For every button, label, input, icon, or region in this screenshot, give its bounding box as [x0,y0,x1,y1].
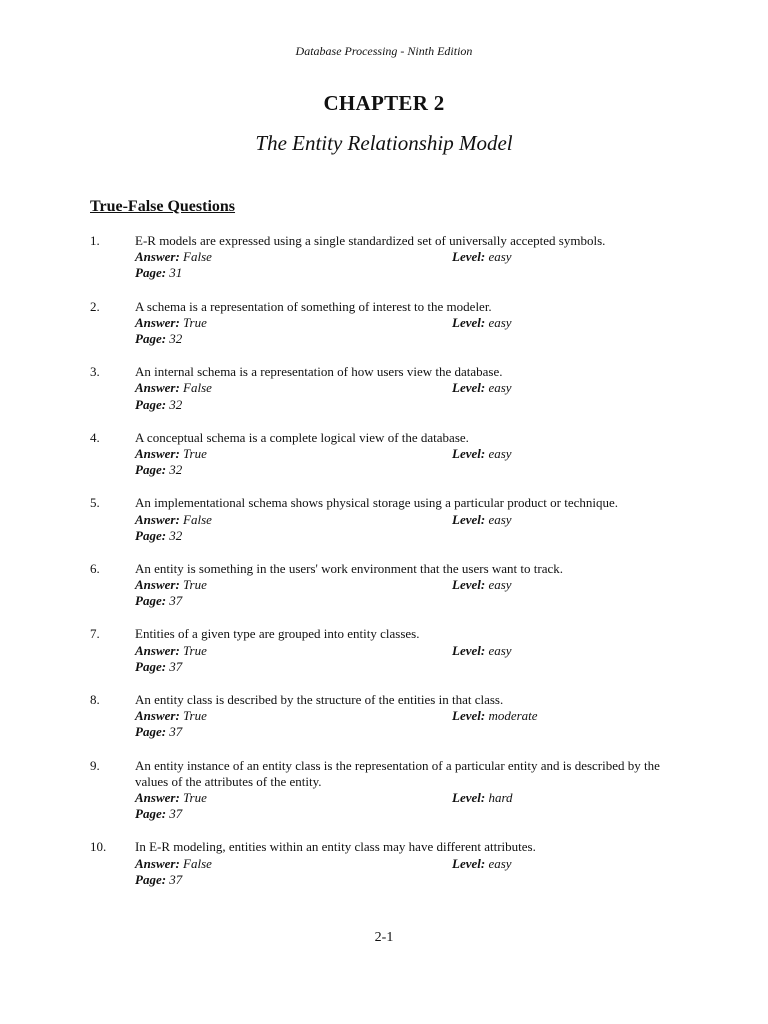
section-heading: True-False Questions [90,198,236,215]
question-text: An entity class is described by the structure of the entities in that class. [135,692,504,708]
question-text: An implementational schema shows physical storage using a particular product or technique. [135,495,619,511]
page-label: Page: [135,462,167,478]
level-value: easy [488,249,512,265]
page-value: 32 [169,330,183,346]
level-label: Level: [452,511,486,527]
question-number: 7. [90,626,100,642]
level-label: Level: [452,855,486,871]
question-item [0,299,768,348]
answer-label: Answer: [135,249,180,265]
question-text: An entity is something in the users' work environment that the users want to track. [135,560,564,576]
page-label: Page: [135,658,167,674]
level-label: Level: [452,708,486,724]
question-item [0,758,768,823]
answer-value: True [183,642,207,658]
answer-value: True [183,445,207,461]
question-item [0,364,768,413]
question-number: 2. [90,298,100,314]
answer-label: Answer: [135,790,180,806]
level-label: Level: [452,642,486,658]
answer-label: Answer: [135,445,180,461]
page-label: Page: [135,396,167,412]
question-number: 6. [90,560,100,576]
page-label: Page: [135,593,167,609]
question-number: 3. [90,364,100,380]
page-value: 32 [169,527,183,543]
chapter-heading: CHAPTER 2 [323,91,445,115]
chapter-title: The Entity Relationship Model [255,131,513,155]
page-value: 37 [169,658,183,674]
question-item [0,233,768,282]
question-text: A conceptual schema is a complete logical view of the database. [135,429,469,445]
answer-label: Answer: [135,642,180,658]
page-value: 32 [169,462,183,478]
question-number: 5. [90,495,100,511]
page-label: Page: [135,871,167,887]
answer-label: Answer: [135,855,180,871]
answer-label: Answer: [135,708,180,724]
level-value: hard [488,790,513,806]
question-number: 8. [90,692,100,708]
answer-label: Answer: [135,577,180,593]
level-value: easy [488,380,512,396]
level-value: easy [488,511,512,527]
question-item [0,561,768,610]
page-value: 31 [169,265,183,281]
question-item [0,430,768,479]
page-value: 37 [169,593,183,609]
level-value: easy [488,855,512,871]
answer-label: Answer: [135,380,180,396]
level-label: Level: [452,577,486,593]
answer-value: True [183,790,207,806]
question-text: Entities of a given type are grouped into entity classes. [135,626,420,642]
question-item [0,495,768,544]
running-header: Database Processing - Ninth Edition [295,44,473,58]
page-label: Page: [135,724,167,740]
level-value: moderate [488,708,538,724]
question-number: 1. [90,233,100,248]
level-value: easy [488,445,512,461]
answer-value: True [183,577,207,593]
level-label: Level: [452,380,486,396]
level-label: Level: [452,314,486,330]
answer-value: True [183,708,207,724]
question-text: In E-R modeling, entities within an entity class may have different attributes. [135,839,536,855]
page-value: 37 [169,806,183,822]
answer-value: False [183,855,212,871]
answer-label: Answer: [135,511,180,527]
page-label: Page: [135,806,167,822]
level-value: easy [488,642,512,658]
question-text: E-R models are expressed using a single standardized set of universally accepted symbols. [135,233,606,248]
answer-value: False [183,380,212,396]
page-number: 2-1 [374,930,394,945]
answer-label: Answer: [135,314,180,330]
question-item [0,839,768,888]
page-value: 37 [169,724,183,740]
page-label: Page: [135,330,167,346]
level-label: Level: [452,445,486,461]
answer-value: False [183,249,212,265]
question-text: An entity instance of an entity class is the representation of a particular entity and is described by the values of the attributes of the entity. [135,757,660,789]
question-item [0,626,768,675]
level-label: Level: [452,790,486,806]
level-value: easy [488,314,512,330]
level-value: easy [488,577,512,593]
question-text: An internal schema is a representation of how users view the database. [135,364,503,380]
answer-value: True [183,314,207,330]
question-text: A schema is a representation of something of interest to the modeler. [135,298,492,314]
question-number: 10. [90,839,107,855]
level-label: Level: [452,249,486,265]
question-list [0,233,768,905]
question-number: 9. [90,757,100,773]
page-label: Page: [135,527,167,543]
page-value: 32 [169,396,183,412]
question-item [0,692,768,741]
page-label: Page: [135,265,167,281]
question-number: 4. [90,429,100,445]
answer-value: False [183,511,212,527]
page-value: 37 [169,871,183,887]
